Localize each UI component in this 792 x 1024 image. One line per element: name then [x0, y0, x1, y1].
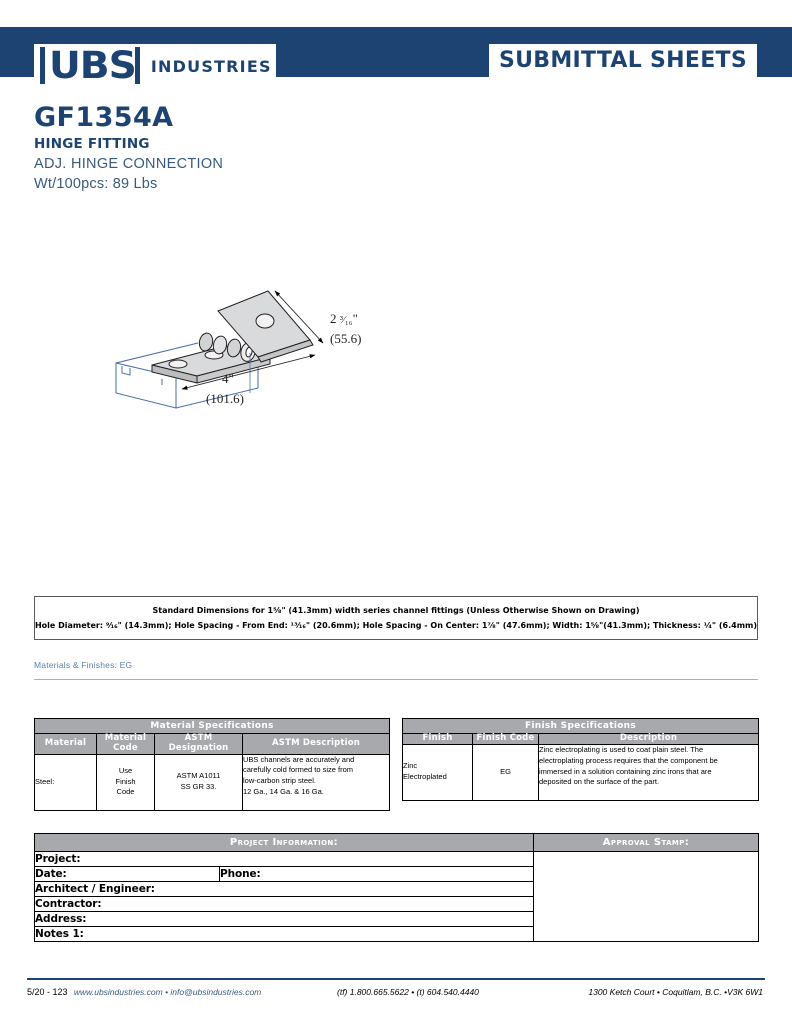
col-header-material: Material: [35, 734, 97, 755]
cell-astm-description-line1: UBS channels are accurately and: [243, 754, 355, 764]
finish-spec-title: Finish Specifications: [403, 719, 759, 734]
col-header-astm-designation-line2: Designation: [168, 742, 229, 753]
field-address[interactable]: Address:: [35, 912, 534, 927]
col-header-astm-designation: [155, 734, 243, 755]
dimension-vertical-imperial: 2 ³⁄₁₆": [330, 311, 358, 326]
part-number: GF1354A: [34, 102, 174, 133]
field-phone[interactable]: Phone:: [220, 867, 534, 882]
cell-astm-designation: [155, 754, 243, 810]
table-row: [35, 719, 390, 734]
cell-finish-description: [539, 744, 759, 800]
part-description: ADJ. HINGE CONNECTION: [34, 155, 224, 172]
dimension-horizontal-imperial: 4": [222, 371, 234, 386]
cell-astm-description-line4: 12 Ga., 14 Ga. & 16 Ga.: [243, 787, 324, 797]
cell-astm-description-line2: carefully cold formed to size from: [243, 765, 354, 775]
logo-ubs-mark: [36, 44, 144, 87]
cell-material: Steel:: [35, 754, 97, 810]
approval-stamp-box[interactable]: [534, 852, 759, 942]
table-row: [35, 834, 759, 852]
table-row: [35, 754, 390, 810]
cell-astm-designation-line2: SS GR 33.: [180, 782, 217, 792]
material-specifications-table: [34, 718, 390, 811]
cell-material-code-line1: Use: [118, 765, 133, 775]
field-architect-engineer[interactable]: Architect / Engineer:: [35, 882, 534, 897]
cell-finish-description-line1: Zinc electroplating is used to coat plain steel. The: [539, 744, 704, 754]
dimension-horizontal-metric: (101.6): [206, 391, 244, 406]
field-date[interactable]: Date:: [35, 867, 220, 882]
finish-specifications-table: [402, 718, 759, 801]
footer-left-group: [27, 987, 337, 997]
col-header-material-code: [97, 734, 155, 755]
submittal-sheets-title: SUBMITTAL SHEETS: [498, 48, 748, 73]
product-drawing: [110, 265, 390, 410]
cell-astm-designation-line1: ASTM A1011: [176, 771, 221, 781]
field-project[interactable]: Project:: [35, 852, 534, 867]
logo-ubs-text: UBS: [49, 44, 136, 87]
col-header-material-code-line1: Material: [104, 733, 147, 743]
table-row: [403, 719, 759, 734]
footer-phone-numbers: (tf) 1.800.665.5622 • (t) 604.540.4440: [337, 987, 479, 997]
project-information-table[interactable]: [34, 833, 759, 942]
project-information-header: Project Information:: [35, 834, 534, 852]
footer-divider: [27, 978, 765, 980]
col-header-finish: Finish: [403, 734, 473, 745]
cell-finish-description-line2: electroplating process requires that the component be: [539, 755, 718, 765]
part-type: HINGE FITTING: [34, 135, 150, 152]
standard-dimensions-line1: Standard Dimensions for 1⁵⁄₈" (41.3mm) width series channel fittings (Unless Otherwise Shown on Drawing): [152, 606, 640, 615]
cell-astm-description: [243, 754, 390, 810]
col-header-material-code-line2: Code: [113, 742, 138, 753]
material-spec-title: Material Specifications: [35, 719, 390, 734]
field-notes[interactable]: Notes 1:: [35, 927, 534, 942]
standard-dimensions-line2: Hole Diameter: ⁹⁄₁₆" (14.3mm); Hole Spacing - From End: ¹³⁄₁₆" (20.6mm); Hole Spacing - On Center: 1⁷⁄₈" (47.6mm); Width: 1⁵⁄₈"(41.3mm); Thickness: ¹⁄₄" (6.4mm): [34, 621, 758, 630]
cell-finish: [403, 744, 473, 800]
logo-left-bar-icon: [40, 47, 45, 84]
col-header-finish-description: Description: [539, 734, 759, 745]
footer-website-email[interactable]: www.ubsindustries.com • info@ubsindustries.com: [73, 987, 262, 997]
cell-material-code: [97, 754, 155, 810]
company-logo: [34, 44, 276, 87]
cell-finish-code: EG: [473, 744, 539, 800]
materials-finishes-divider: [34, 679, 758, 680]
col-header-astm-designation-line1: ASTM: [184, 733, 213, 743]
standard-dimensions-box: [34, 596, 758, 640]
page-footer: [27, 984, 765, 1000]
dimension-vertical-metric: (55.6): [330, 331, 362, 346]
table-row: [35, 734, 390, 755]
table-row[interactable]: [35, 852, 759, 867]
col-header-finish-code: Finish Code: [473, 734, 539, 745]
cell-finish-description-line4: deposited on the surface of the part.: [539, 777, 660, 787]
cell-finish-line2: Electroplated: [403, 772, 447, 782]
materials-finishes-label: Materials & Finishes: EG: [34, 660, 133, 670]
submittal-sheets-banner: [489, 44, 757, 77]
cell-material-code-line2: Finish: [115, 776, 136, 786]
part-weight: Wt/100pcs: 89 Lbs: [34, 175, 158, 192]
footer-address: 1300 Ketch Court • Coquitlam, B.C. •V3K 6W1: [588, 987, 763, 997]
cell-finish-line1: Zinc: [403, 761, 418, 771]
cell-astm-description-line3: low-carbon strip steel.: [243, 776, 316, 786]
table-row: [403, 734, 759, 745]
cell-material-code-line3: Code: [116, 787, 135, 797]
table-row: [403, 744, 759, 800]
product-title-block: [34, 103, 454, 192]
field-contractor[interactable]: Contractor:: [35, 897, 534, 912]
col-header-astm-description: ASTM Description: [243, 734, 390, 755]
cell-finish-description-line3: immersed in a solution containing zinc irons that are: [539, 766, 712, 776]
logo-industries-text: INDUSTRIES: [150, 57, 272, 76]
footer-document-code: 5/20 - 123: [27, 987, 68, 997]
hinge-fitting-drawing-svg: [110, 265, 390, 410]
approval-stamp-header: Approval Stamp:: [534, 834, 759, 852]
